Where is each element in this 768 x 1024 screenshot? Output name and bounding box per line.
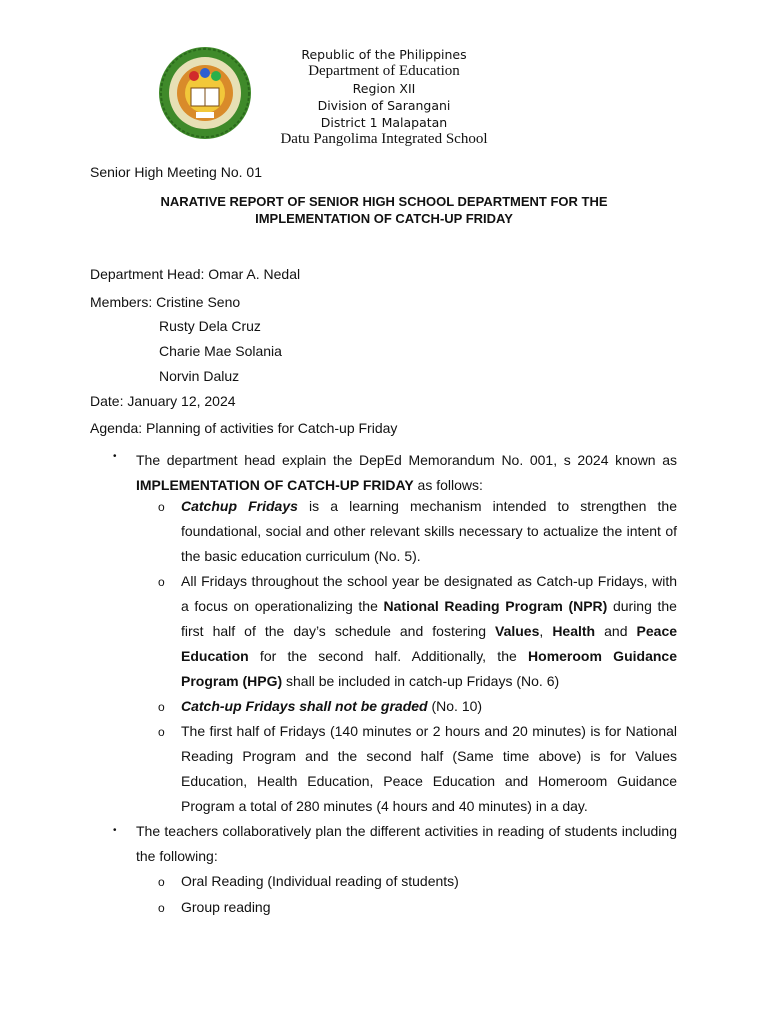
sub-item-time-allocation: The first half of Fridays (140 minutes or 2 hours and 20 minutes) is for National Reading Program and the second half (Same time above) is for Values Education, Health Education, Peace Education and Homeroom Guidance Program a total of 280 minutes (4 hours and 40 minutes) in a day. [181,723,677,814]
text-run-bold-italic: Catch-up Fridays shall not be graded [181,698,428,714]
text-run: for the second half. Additionally, the [248,648,529,664]
sub-item-not-graded [181,694,677,719]
header-region: Region XII [352,81,416,96]
bullet-marker: • [113,451,117,462]
header-school: Datu Pangolima Integrated School [280,131,488,147]
header-department: Department of Education [308,63,460,79]
text-run: as follows: [413,476,483,493]
meeting-date: Date: January 12, 2024 [90,393,236,409]
member-item: Rusty Dela Cruz [159,318,261,334]
sub-item-group-reading: Group reading [181,899,271,915]
text-run: , [539,623,553,639]
header-district: District 1 Malapatan [320,115,448,130]
sub-bullet-marker: o [158,875,165,889]
title-line-1: NARATIVE REPORT OF SENIOR HIGH SCHOOL DEPARTMENT FOR THE [160,194,608,209]
member-item: Charie Mae Solania [159,343,282,359]
text-run-bold: Peace Education [181,623,678,664]
sub-bullet-marker: o [158,575,165,589]
text-run-bold: Health [552,623,596,639]
bullet-marker: • [113,825,117,836]
text-run-bold-italic: Catchup Fridays [181,498,298,514]
report-title [90,193,678,227]
sub-bullet-marker: o [158,500,165,514]
bullet-item-2: The teachers collaboratively plan the different activities in reading of students including the following: [136,823,677,864]
sub-bullet-marker: o [158,725,165,739]
bullet-item-1 [136,448,677,497]
sub-bullet-marker: o [158,901,165,915]
header-republic: Republic of the Philippines [301,47,467,62]
member-item: Norvin Daluz [159,368,240,384]
header-division: Division of Sarangani [317,98,451,113]
text-run-bold: Values [495,623,540,639]
text-run: shall be included in catch-up Fridays (No. 6) [282,673,560,689]
title-line-2: IMPLEMENTATION OF CATCH-UP FRIDAY [255,211,513,226]
sub-item-catchup-definition [181,494,677,569]
text-run: during the first half of the day’s schedule and fostering [181,598,677,639]
text-run: The department head explain the DepEd Memorandum No. 001, s 2024 known as [136,452,677,468]
text-run-bold: IMPLEMENTATION OF CATCH-UP FRIDAY [136,476,414,493]
agenda: Agenda: Planning of activities for Catch-up Friday [90,420,398,436]
text-run: (No. 10) [427,698,483,714]
meeting-number: Senior High Meeting No. 01 [90,164,262,180]
text-run-bold: National Reading Program (NPR) [383,598,608,614]
text-run: and [595,623,637,639]
department-head: Department Head: Omar A. Nedal [90,266,301,282]
text-run: is a learning mechanism intended to strengthen the foundational, social and other relevant skills necessary to actualize the intent of the basic education curriculum (No. 5). [181,498,677,564]
text-run: All Fridays throughout the school year be designated as Catch-up Fridays, with a focus on operationalizing the [181,573,677,614]
members-label: Members: Cristine Seno [90,294,241,310]
sub-item-oral-reading: Oral Reading (Individual reading of students) [181,873,459,889]
school-seal-logo [158,46,252,140]
letterhead [260,46,508,148]
sub-bullet-marker: o [158,700,165,714]
text-run-bold: Homeroom Guidance Program (HPG) [181,648,677,689]
sub-item-fridays-designation [181,569,677,694]
